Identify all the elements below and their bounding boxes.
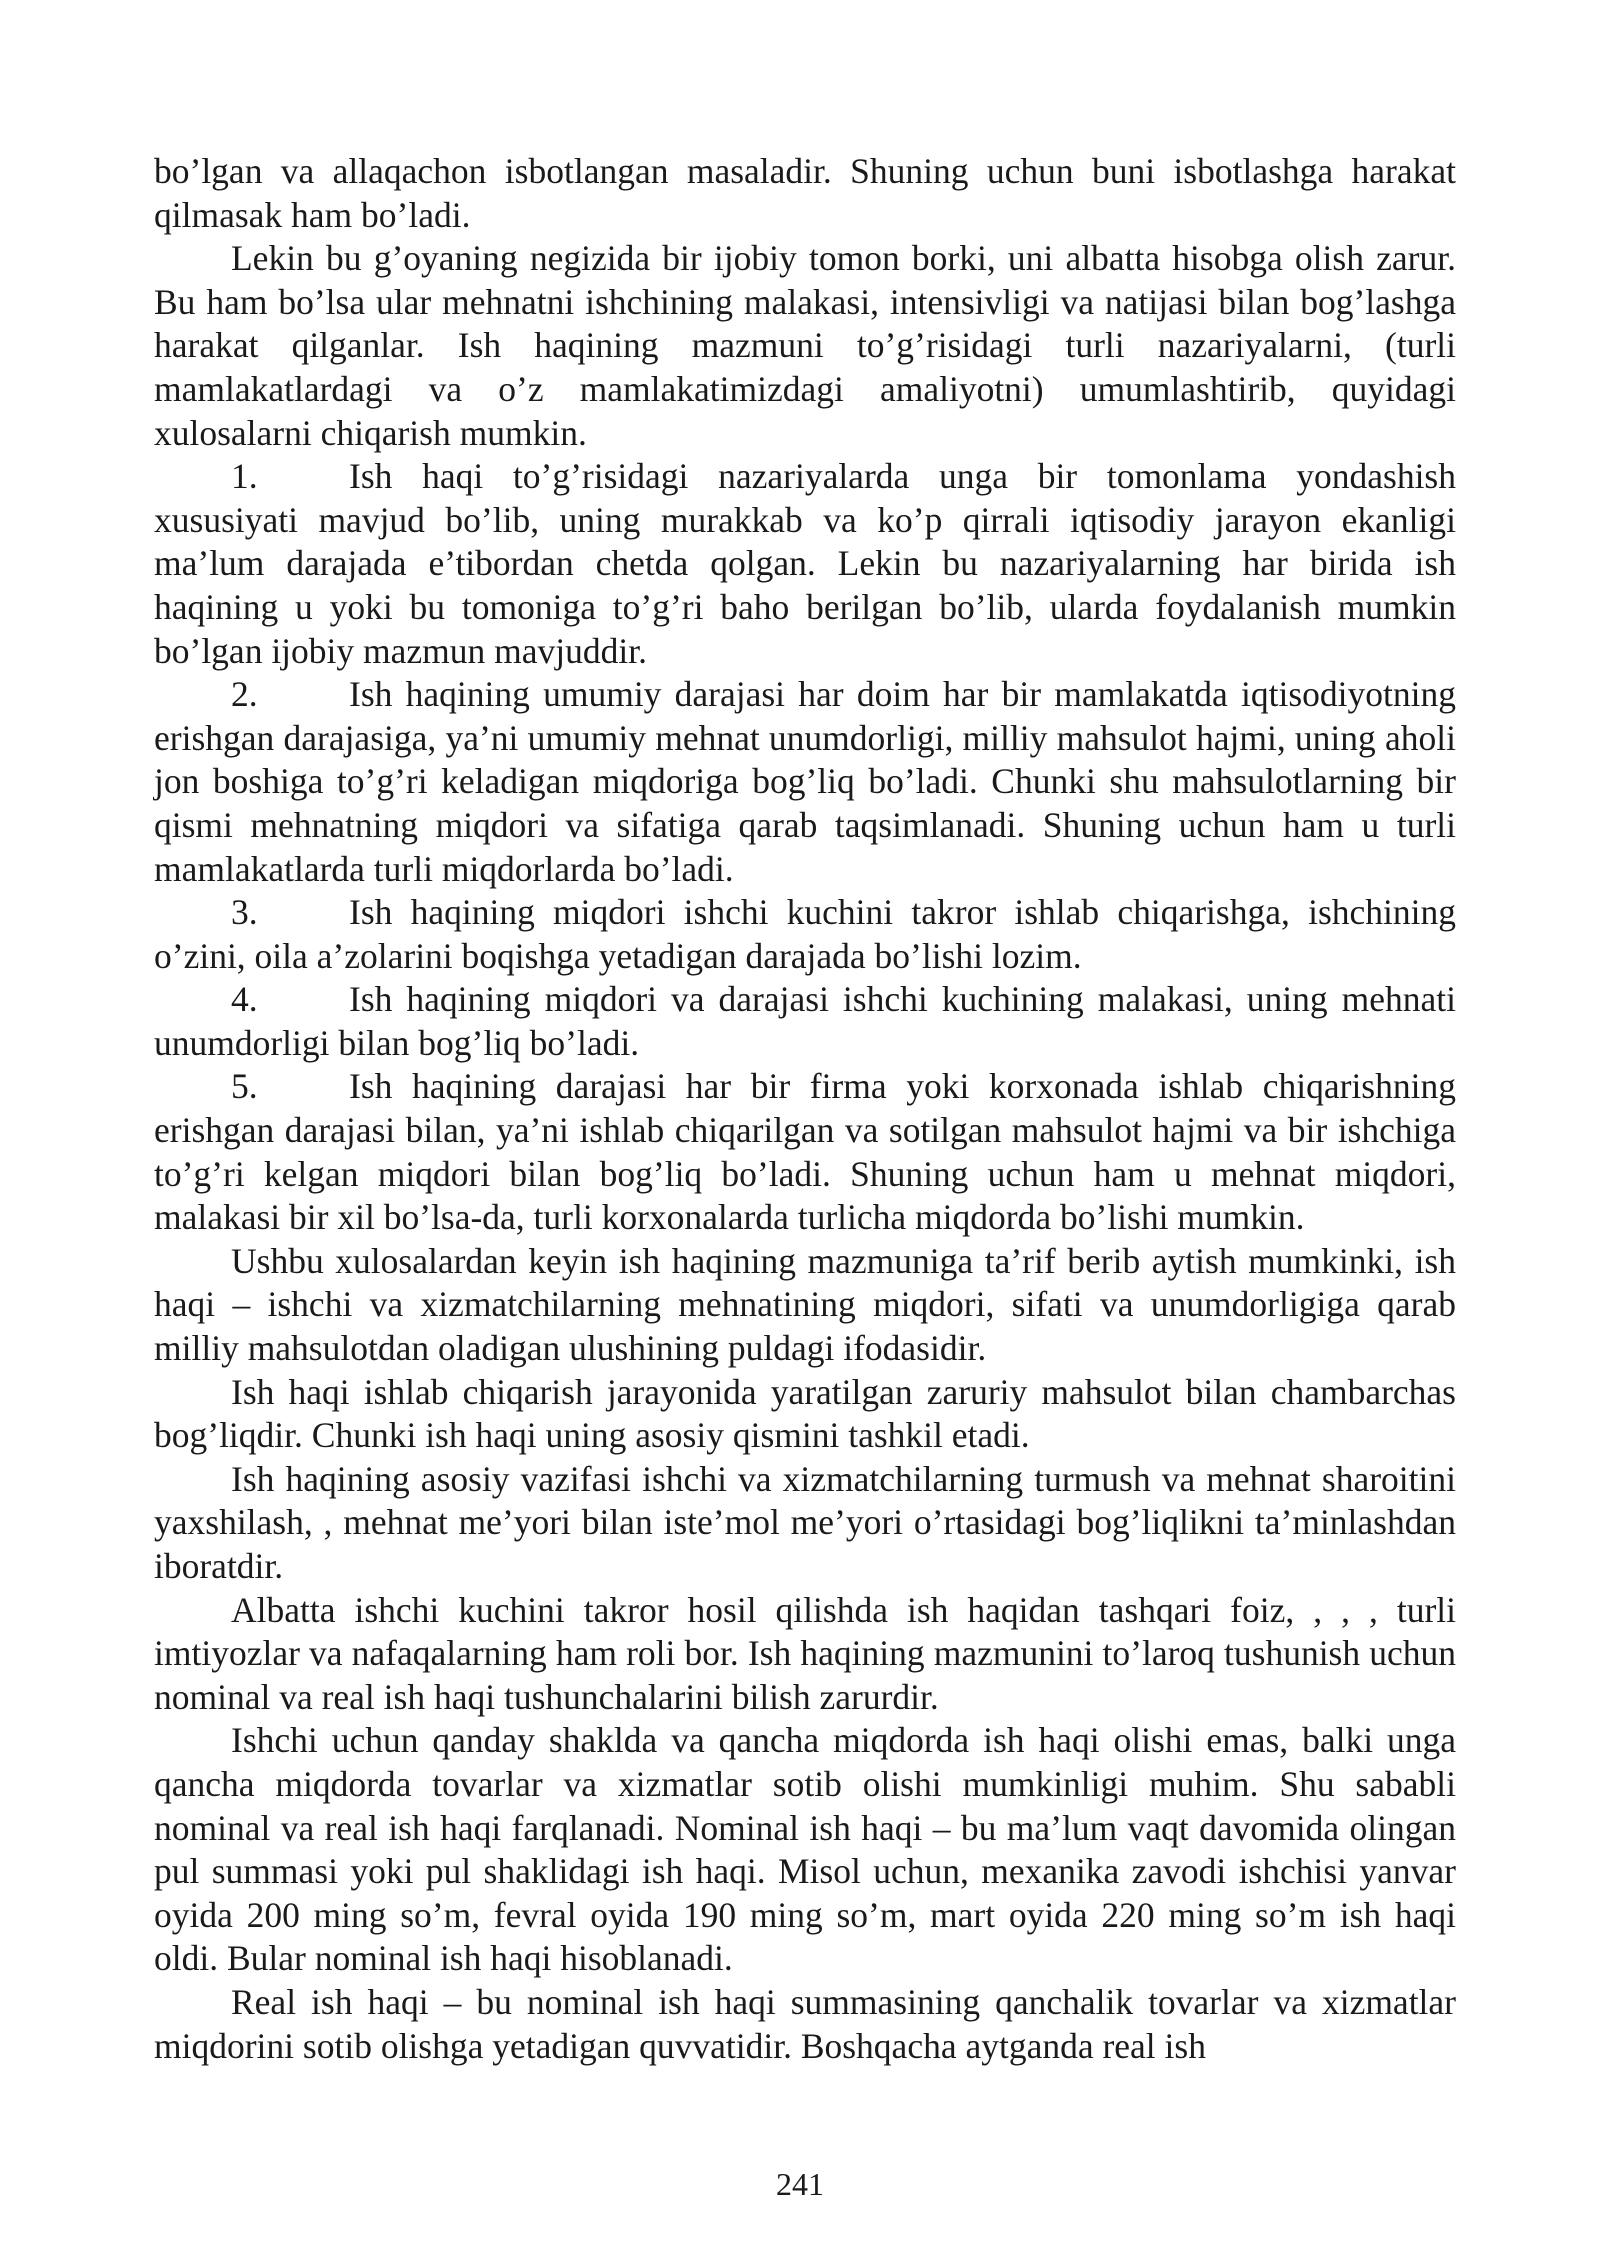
paragraph: bo’lgan va allaqachon isbotlangan masaladir. Shuning uchun buni isbotlashga harakat qilmasak ham bo’ladi. bbox=[154, 151, 1456, 235]
item-text: Ish haqi to’g’risidagi nazariyalarda unga bir tomonlama yondashish xususiyati mavjud bo’lib, uning murakkab va ko’p qirrali iqtisodiy jarayon ekanligi ma’lum darajada e’tibordan chetda qolgan. Lekin bu nazariyalarning har birida ish haqining u yoki bu tomoniga to’g’ri baho berilgan bo’lib, ularda foydalanish mumkin bo’lgan ijobiy mazmun mavjuddir. bbox=[154, 456, 1456, 671]
numbered-item bbox=[154, 455, 1456, 673]
page-body bbox=[154, 150, 1456, 2068]
numbered-item bbox=[154, 978, 1456, 1065]
item-number: 4. bbox=[231, 979, 258, 1020]
page-number: 241 bbox=[776, 2166, 824, 2202]
item-text: Ish haqining umumiy darajasi har doim har bir mamlakatda iqtisodiyotning erishgan darajasiga, ya’ni umumiy mehnat unumdorligi, milliy mahsulot hajmi, uning aholi jon boshiga to’g’ri keladigan miqdoriga bog’liq bo’ladi. Chunki shu mahsulotlarning bir qismi mehnatning miqdori va sifatiga qarab taqsimlanadi. Shuning uchun ham u turli mamlakatlarda turli miqdorlarda bo’ladi. bbox=[154, 674, 1456, 889]
paragraph: Ish haqi ishlab chiqarish jarayonida yaratilgan zaruriy mahsulot bilan chambarchas bog’liqdir. Chunki ish haqi uning asosiy qismini tashkil etadi. bbox=[154, 1371, 1456, 1456]
numbered-item bbox=[154, 1065, 1456, 1239]
item-number: 5. bbox=[231, 1066, 258, 1107]
item-number: 2. bbox=[231, 674, 258, 715]
numbered-item bbox=[154, 673, 1456, 891]
item-number: 3. bbox=[231, 892, 258, 933]
paragraph: Real ish haqi – bu nominal ish haqi summasining qanchalik tovarlar va xizmatlar miqdorini sotib olishga yetadigan quvvatidir. Boshqacha aytganda real ish bbox=[154, 1981, 1456, 2066]
item-text: Ish haqining miqdori ishchi kuchini takror ishlab chiqarishga, ishchining o’zini, oila a’zolarini boqishga yetadigan darajada bo’lishi lozim. bbox=[154, 892, 1456, 976]
paragraph: Ishchi uchun qanday shaklda va qancha miqdorda ish haqi olishi emas, balki unga qancha miqdorda tovarlar va xizmatlar sotib olishi mumkinligi muhim. Shu sababli nominal va real ish haqi farqlanadi. Nominal ish haqi – bu ma’lum vaqt davomida olingan pul summasi yoki pul shaklidagi ish haqi. Misol uchun, mexanika zavodi ishchisi yanvar oyida 200 ming so’m, fevral oyida 190 ming so’m, mart oyida 220 ming so’m ish haqi oldi. Bular nominal ish haqi hisoblanadi. bbox=[154, 1720, 1456, 1979]
item-text: Ish haqining darajasi har bir firma yoki korxonada ishlab chiqarishning erishgan darajasi bilan, ya’ni ishlab chiqarilgan va sotilgan mahsulot hajmi va bir ishchiga to’g’ri kelgan miqdori bilan bog’liq bo’ladi. Shuning uchun ham u mehnat miqdori, malakasi bir xil bo’lsa-da, turli korxonalarda turlicha miqdorda bo’lishi mumkin. bbox=[154, 1066, 1456, 1238]
item-number: 1. bbox=[231, 456, 258, 497]
item-text: Ish haqining miqdori va darajasi ishchi kuchining malakasi, uning mehnati unumdorligi bilan bog’liq bo’ladi. bbox=[154, 979, 1456, 1063]
paragraph: Lekin bu g’oyaning negizida bir ijobiy tomon borki, uni albatta hisobga olish zarur. Bu ham bo’lsa ular mehnatni ishchining malakasi, intensivligi va natijasi bilan bog’lashga harakat qilganlar. Ish haqining mazmuni to’g’risidagi turli nazariyalarni, (turli mamlakatlardagi va o’z mamlakatimizdagi amaliyotni) umumlashtirib, quyidagi xulosalarni chiqarish mumkin. bbox=[154, 238, 1456, 453]
paragraph: Ish haqining asosiy vazifasi ishchi va xizmatchilarning turmush va mehnat sharoitini yaxshilash, , mehnat me’yori bilan iste’mol me’yori o’rtasidagi bog’liqlikni ta’minlashdan iboratdir. bbox=[154, 1458, 1456, 1586]
paragraph: Albatta ishchi kuchini takror hosil qilishda ish haqidan tashqari foiz, , , , turli imtiyozlar va nafaqalarning ham roli bor. Ish haqining mazmunini to’laroq tushunish uchun nominal va real ish haqi tushunchalarini bilish zarurdir. bbox=[154, 1589, 1456, 1717]
numbered-item bbox=[154, 891, 1456, 978]
paragraph: Ushbu xulosalardan keyin ish haqining mazmuniga ta’rif berib aytish mumkinki, ish haqi – ishchi va xizmatchilarning mehnatining miqdori, sifati va unumdorligiga qarab milliy mahsulotdan oladigan ulushining puldagi ifodasidir. bbox=[154, 1240, 1456, 1369]
